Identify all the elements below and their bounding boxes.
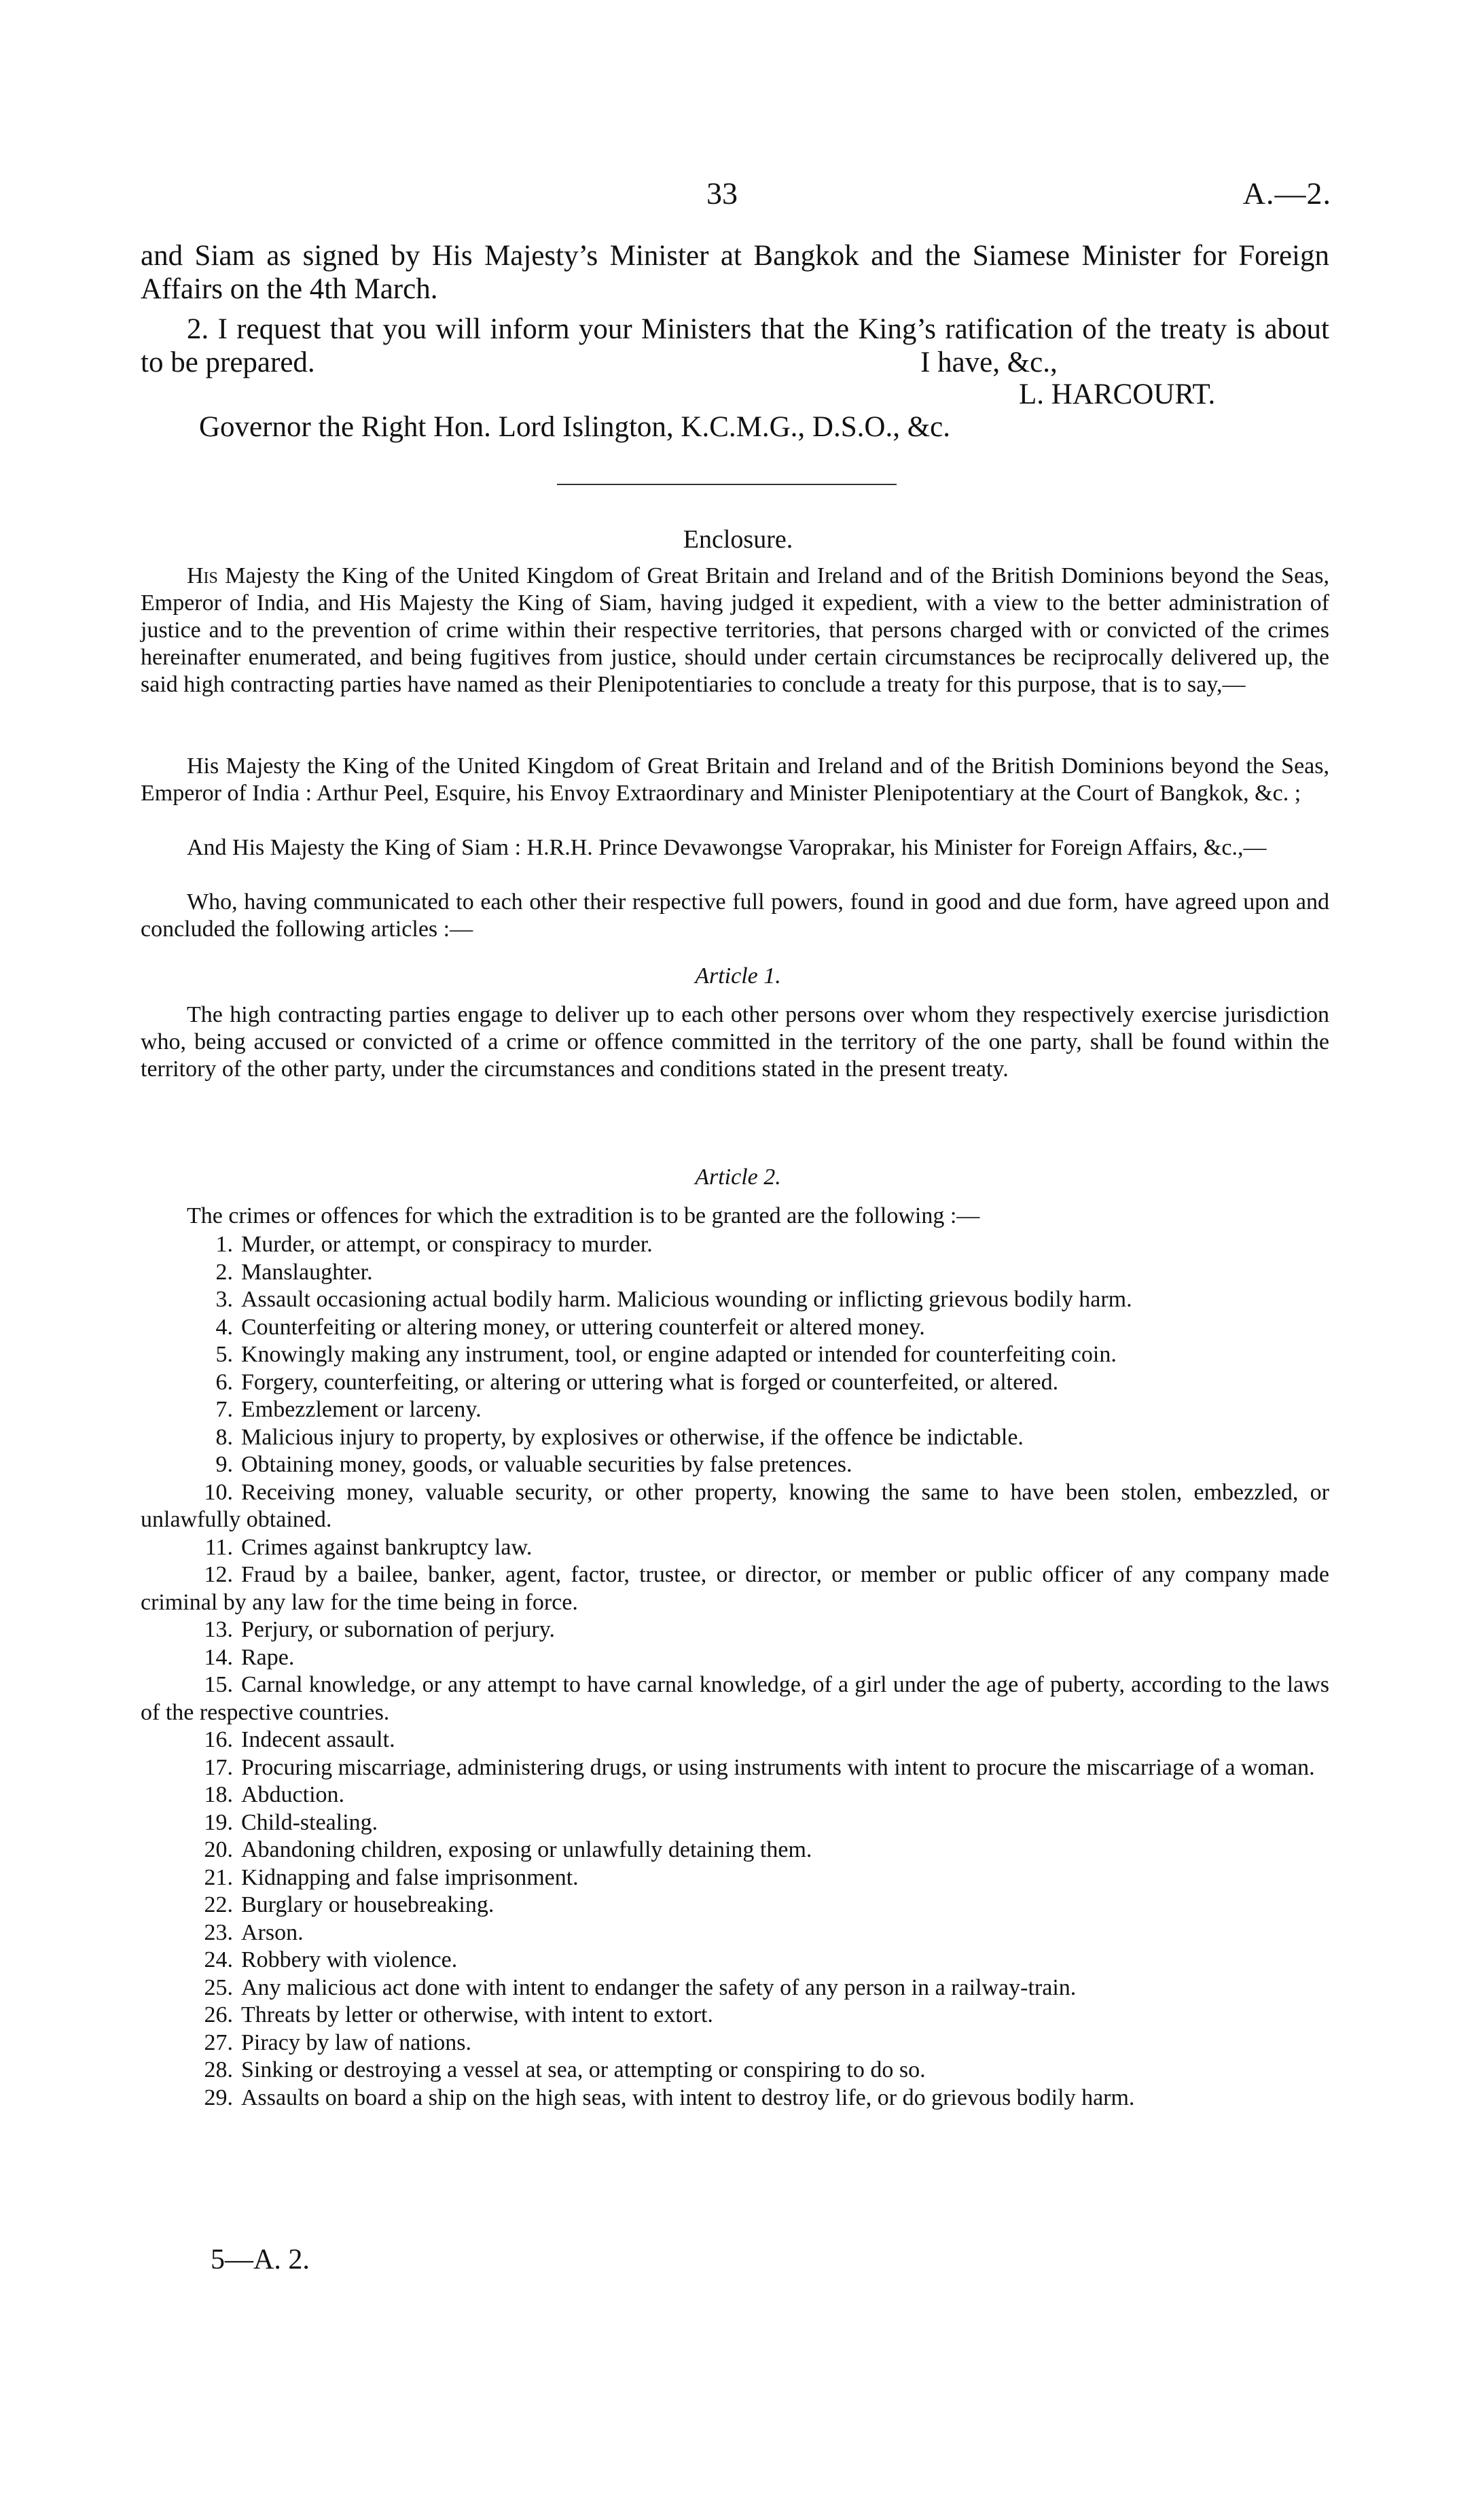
crime-number: 13. [204, 1617, 233, 1642]
crime-text: Abduction. [241, 1782, 345, 1807]
preamble-lead-word: His [187, 563, 218, 588]
crime-number: 29. [204, 2084, 233, 2110]
page-number: 33 [706, 176, 738, 211]
article-1-text: The high contracting parties engage to deliver up to each other persons over whom they respectively exercise jurisdiction who, being accused or convicted of a crime or offence committed in the territory of the one party, shall be found within the territory of the other party, under the circumstances and conditions stated in the present treaty. [141, 1002, 1329, 1082]
crime-text: Obtaining money, goods, or valuable securities by false pretences. [241, 1452, 852, 1477]
letter-addressee: Governor the Right Hon. Lord Islington, K.C.M.G., D.S.O., &c. [199, 411, 950, 443]
crime-number: 17. [204, 1754, 233, 1780]
crime-list-item [141, 1974, 1329, 2002]
crime-list-item [141, 1864, 1329, 1892]
crime-number: 6. [215, 1369, 233, 1395]
crime-text: Manslaughter. [241, 1259, 373, 1285]
agreement-paragraph: Who, having communicated to each other their respective full powers, found in good and due form, have agreed upon and concluded the following articles :— [141, 889, 1329, 942]
crime-text: Rape. [241, 1644, 295, 1670]
crime-list-item [141, 1259, 1329, 1287]
crime-number: 24. [204, 1947, 233, 1972]
crime-text: Abandoning children, exposing or unlawfully detaining them. [241, 1837, 812, 1862]
crime-text: Threats by letter or otherwise, with intent to extort. [241, 2002, 713, 2027]
crime-number: 5. [215, 1342, 233, 1367]
crime-text: Indecent assault. [241, 1727, 395, 1752]
crime-list-item [141, 1726, 1329, 1754]
crime-number: 1. [215, 1232, 233, 1257]
letter-paragraph-two [141, 313, 1329, 379]
crime-list-item [141, 1534, 1329, 1562]
crime-list-item [141, 1616, 1329, 1644]
crime-number: 20. [204, 1837, 233, 1862]
crime-number: 14. [204, 1644, 233, 1670]
crime-text: Counterfeiting or altering money, or uttering counterfeit or altered money. [241, 1314, 925, 1340]
letter-signature: L. HARCOURT. [1019, 378, 1216, 410]
series-mark: A.—2. [1242, 176, 1331, 211]
crime-number: 7. [215, 1397, 233, 1422]
crime-list-item [141, 1341, 1329, 1369]
plenipotentiary-uk: His Majesty the King of the United Kingdom of Great Britain and Ireland and of the British Dominions beyond the Seas, Emperor of India : Arthur Peel, Esquire, his Envoy Extraordinary and Minister Plenipotentiary at the Court of Bangkok, &c. ; [141, 753, 1329, 806]
crime-text: Procuring miscarriage, administering drugs, or using instruments with intent to procure the miscarriage of a woman. [241, 1754, 1315, 1780]
printers-signature-mark: 5—A. 2. [211, 2244, 310, 2275]
crime-number: 27. [204, 2029, 233, 2055]
crime-list-item [141, 1781, 1329, 1809]
crime-number: 8. [215, 1424, 233, 1450]
crime-list-item [141, 1231, 1329, 1259]
crime-number: 11. [204, 1534, 233, 1560]
crime-number: 25. [204, 1974, 233, 2000]
crime-text: Child-stealing. [241, 1809, 378, 1835]
crime-number: 15. [204, 1672, 233, 1697]
treaty-preamble [141, 563, 1329, 698]
crime-text: Any malicious act done with intent to endanger the safety of any person in a railway-train. [241, 1974, 1077, 2000]
letter-paragraph-continued: and Siam as signed by His Majesty’s Minister at Bangkok and the Siamese Minister for Foreign Affairs on the 4th March. [141, 240, 1329, 305]
crime-text: Forgery, counterfeiting, or altering or uttering what is forged or counterfeited, or altered. [241, 1369, 1059, 1395]
section-divider [557, 484, 897, 485]
crime-text: Robbery with violence. [241, 1947, 458, 1972]
crime-number: 12. [204, 1562, 233, 1587]
crime-number: 19. [204, 1809, 233, 1835]
crime-list-item [141, 1836, 1329, 1864]
crime-list-item [141, 1451, 1329, 1479]
crime-text: Carnal knowledge, or any attempt to have carnal knowledge, of a girl under the age of puberty, according to the laws of the respective countries. [141, 1672, 1329, 1725]
crime-list-item [141, 1369, 1329, 1397]
crime-list-item [141, 1424, 1329, 1452]
crime-number: 2. [215, 1259, 233, 1285]
crime-text: Piracy by law of nations. [241, 2029, 471, 2055]
crime-number: 28. [204, 2057, 233, 2082]
enclosure-title: Enclosure. [683, 525, 793, 554]
article-1-heading: Article 1. [695, 963, 781, 989]
crime-text: Assaults on board a ship on the high seas, with intent to destroy life, or do grievous bodily harm. [241, 2084, 1135, 2110]
crime-text: Burglary or housebreaking. [241, 1892, 494, 1917]
crime-list-item [141, 2084, 1329, 2112]
crime-text: Fraud by a bailee, banker, agent, factor, trustee, or director, or member or public officer of any company made criminal by any law for the time being in force. [141, 1562, 1329, 1615]
crime-number: 22. [204, 1892, 233, 1917]
plenipotentiary-siam: And His Majesty the King of Siam : H.R.H. Prince Devawongse Varoprakar, his Minister for Foreign Affairs, &c.,— [187, 835, 1267, 860]
crime-list-item [141, 1314, 1329, 1342]
crime-number: 10. [204, 1479, 233, 1505]
crime-list-item [141, 1947, 1329, 1974]
crime-text: Crimes against bankruptcy law. [241, 1534, 533, 1560]
crime-list-item [141, 1644, 1329, 1672]
crime-text: Malicious injury to property, by explosives or otherwise, if the offence be indictable. [241, 1424, 1024, 1450]
crime-list-item [141, 1286, 1329, 1314]
crime-number: 4. [215, 1314, 233, 1340]
article-2-intro: The crimes or offences for which the extradition is to be granted are the following :— [187, 1203, 980, 1228]
crime-text: Perjury, or subornation of perjury. [241, 1617, 556, 1642]
crime-list-item [141, 2002, 1329, 2029]
crime-number: 23. [204, 1919, 233, 1945]
crime-list-item [141, 2057, 1329, 2084]
crime-list-item [141, 1809, 1329, 1837]
crime-number: 18. [204, 1782, 233, 1807]
crime-text: Sinking or destroying a vessel at sea, or attempting or conspiring to do so. [241, 2057, 926, 2082]
crime-text: Murder, or attempt, or conspiracy to murder. [241, 1232, 653, 1257]
crime-number: 16. [204, 1727, 233, 1752]
article-2-heading: Article 2. [695, 1165, 781, 1190]
crime-text: Kidnapping and false imprisonment. [241, 1864, 579, 1890]
crime-number: 26. [204, 2002, 233, 2027]
crime-text: Knowingly making any instrument, tool, or engine adapted or intended for counterfeiting coin. [241, 1342, 1117, 1367]
crime-list-item [141, 1396, 1329, 1424]
crime-text: Arson. [241, 1919, 304, 1945]
crime-text: Receiving money, valuable security, or other property, knowing the same to have been stolen, embezzled, or unlawfully obtained. [141, 1479, 1329, 1532]
crime-text: Assault occasioning actual bodily harm. Malicious wounding or inflicting grievous bodily harm. [241, 1287, 1132, 1312]
crime-text: Embezzlement or larceny. [241, 1397, 482, 1422]
crime-list-item [141, 1479, 1329, 1534]
crime-list-item [141, 1561, 1329, 1616]
crime-number: 9. [215, 1452, 233, 1477]
letter-paragraph-two-text: 2. I request that you will inform your Ministers that the King’s ratification of the treaty is about to be prepared. [141, 313, 1329, 378]
preamble-text: Majesty the King of the United Kingdom of Great Britain and Ireland and of the British Dominions beyond the Seas, Emperor of India, and His Majesty the King of Siam, having judged it expedient, with a view to the better administration of justice and to the prevention of crime within their respective territories, that persons charged with or convicted of the crimes hereinafter enumerated, and being fugitives from justice, should under certain circumstances be reciprocally delivered up, the said high contracting parties have named as their Plenipotentiaries to conclude a treaty for this purpose, that is to say,— [141, 563, 1329, 697]
crime-list-item [141, 2029, 1329, 2057]
crime-number: 3. [215, 1287, 233, 1312]
crime-number: 21. [204, 1864, 233, 1890]
crime-list-item [141, 1892, 1329, 1919]
crime-list-item [141, 1671, 1329, 1726]
crime-list [141, 1231, 1329, 2112]
letter-closing: I have, &c., [920, 347, 1058, 378]
crime-list-item [141, 1754, 1329, 1782]
crime-list-item [141, 1919, 1329, 1947]
